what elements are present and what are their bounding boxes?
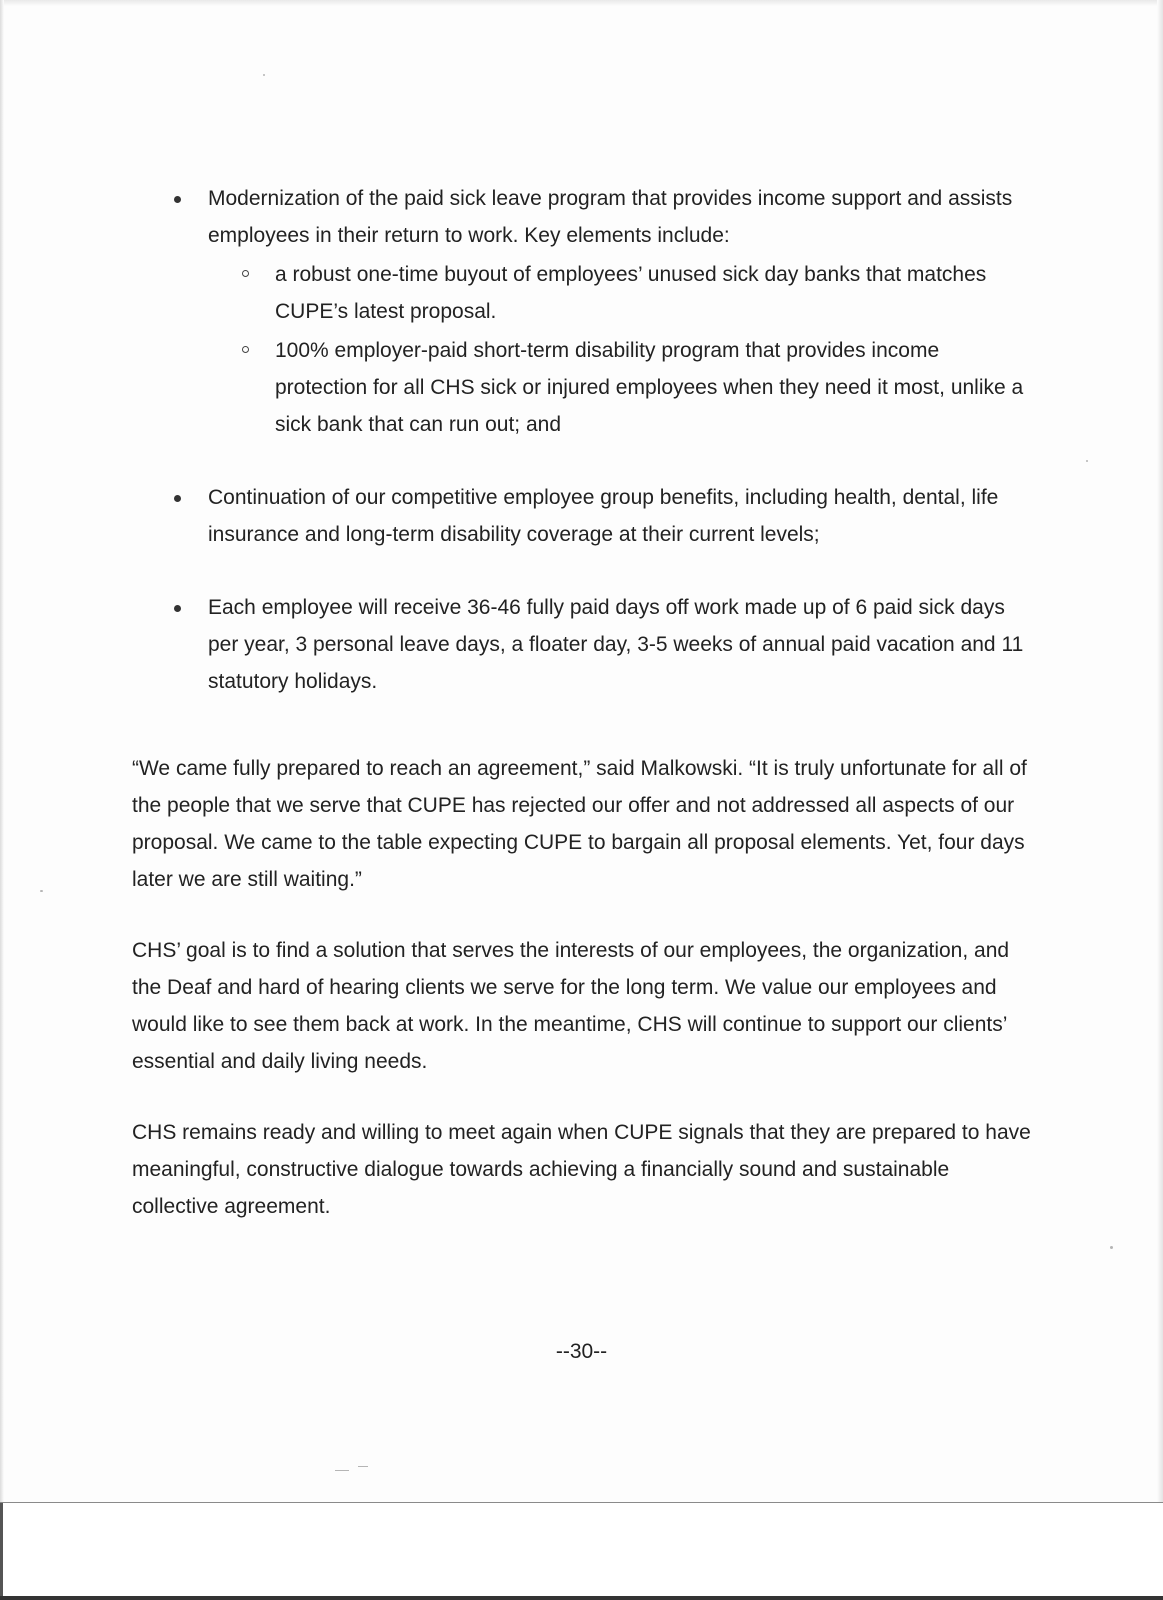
bullet-text: Continuation of our competitive employee group benefits, including health, dental, life insurance and long-term disability coverage at their current levels;: [208, 486, 999, 546]
bullet-dot-icon: [174, 495, 181, 502]
scan-bottom-left-edge: [0, 1503, 3, 1600]
bullet-text: Each employee will receive 36-46 fully paid days off work made up of 6 paid sick days per year, 3 personal leave days, a floater day, 3-5 weeks of annual paid vacation and 11 statutory holidays.: [208, 596, 1024, 693]
scan-speck: [335, 1470, 349, 1471]
scan-bottom-border: [0, 1596, 1163, 1600]
goal-paragraph: CHS’ goal is to find a solution that serves the interests of our employees, the organization, and the Deaf and hard of hearing clients we serve for the long term. We value our employees and would like to see them back at work. In the meantime, CHS will continue to support our clients’ essential and daily living needs.: [132, 939, 1010, 1073]
bullet-dot-icon: [174, 196, 181, 203]
quote-paragraph: “We came fully prepared to reach an agreement,” said Malkowski. “It is truly unfortunate for all of the people that we serve that CUPE has rejected our offer and not addressed all aspects of our proposal. We came to the table expecting CUPE to bargain all proposal elements. Yet, four days later we are still waiting.”: [132, 757, 1027, 891]
scan-bottom-margin: [0, 1503, 1163, 1600]
scan-speck: [40, 890, 43, 892]
bullet-item: [132, 589, 1032, 700]
bullet-item: [132, 180, 1032, 254]
sub-bullet-item: [132, 256, 1032, 330]
bullet-dot-icon: [174, 605, 181, 612]
sub-bullet-text: a robust one-time buyout of employees’ unused sick day banks that matches CUPE’s latest proposal.: [275, 263, 987, 323]
hollow-circle-icon: [242, 346, 249, 353]
scan-edge-top: [0, 0, 1163, 6]
hollow-circle-icon: [242, 270, 249, 277]
scan-speck: [1110, 1246, 1113, 1249]
document-body: [132, 180, 1032, 1225]
bullet-item: [132, 479, 1032, 553]
scan-speck: [1086, 460, 1088, 462]
scan-speck: [358, 1466, 368, 1467]
closing-paragraph: CHS remains ready and willing to meet again when CUPE signals that they are prepared to have meaningful, constructive dialogue towards achieving a financially sound and sustainable collective agreement.: [132, 1121, 1031, 1218]
page-number: --30--: [555, 1340, 608, 1363]
sub-bullet-text: 100% employer-paid short-term disability program that provides income protection for all CHS sick or injured employees when they need it most, unlike a sick bank that can run out; and: [275, 339, 1024, 436]
bullet-text: Modernization of the paid sick leave program that provides income support and assists employees in their return to work. Key elements include:: [208, 187, 1013, 247]
sub-bullet-item: [132, 332, 1032, 443]
scan-speck: [263, 74, 265, 76]
